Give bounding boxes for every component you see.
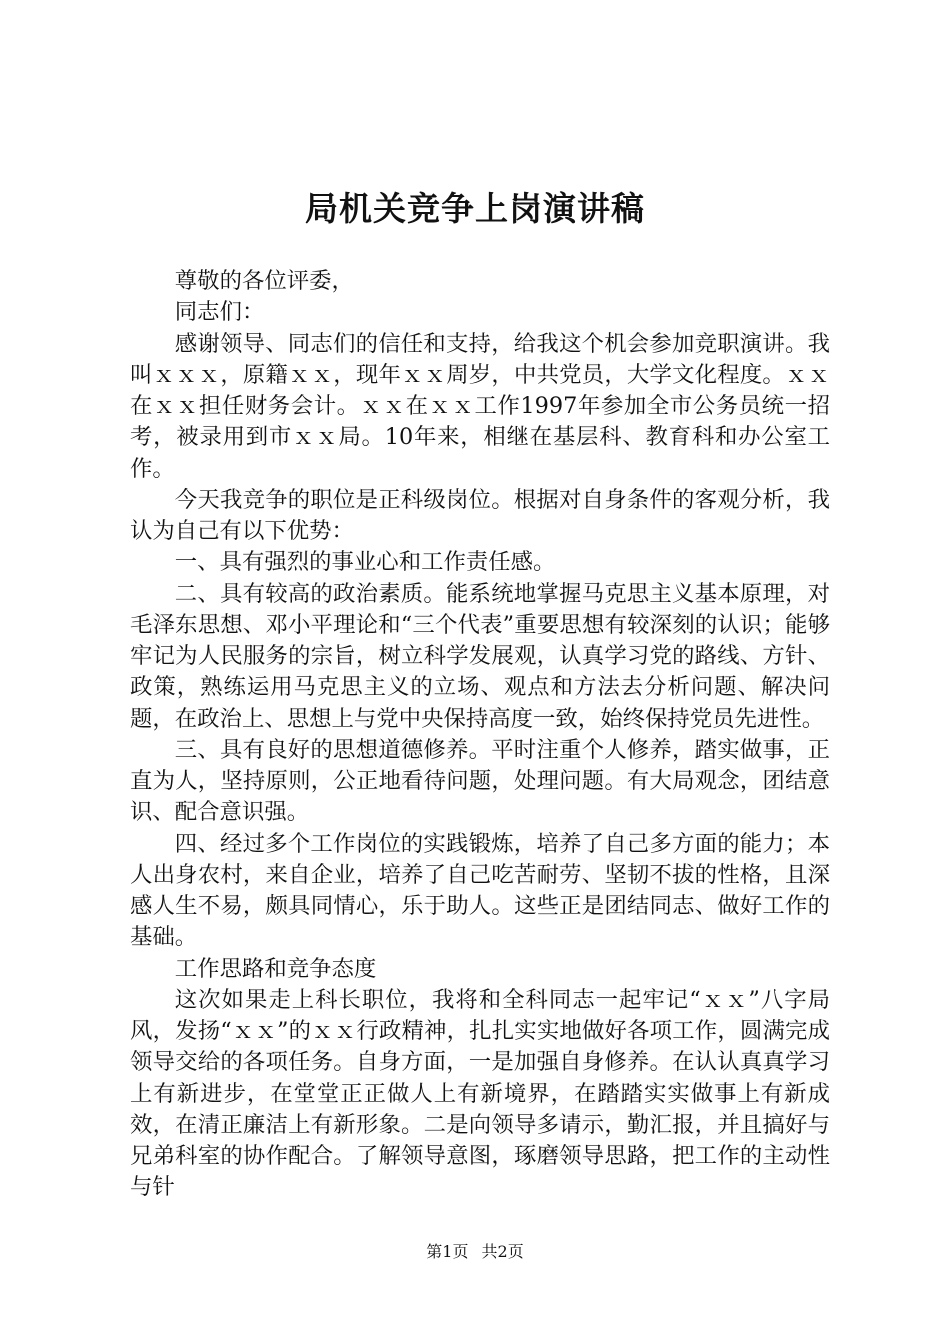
paragraph-position: 今天我竞争的职位是正科级岗位。根据对自身条件的客观分析，我认为自己有以下优势： <box>130 486 830 544</box>
paragraph-work-plan: 这次如果走上科长职位，我将和全科同志一起牢记“ｘｘ”八字局风，发扬“ｘｘ”的ｘｘ行政精神，扎扎实实地做好各项工作，圆满完成领导交给的各项任务。自身方面，一是加强自身修养。在认认真真学习上有新进步，在堂堂正正做人上有新境界，在踏踏实实做事上有新成效，在清正廉洁上有新形象。二是向领导多请示，勤汇报，并且搞好与兄弟科室的协作配合。了解领导意图，琢磨领导思路，把工作的主动性与针 <box>130 986 830 1201</box>
page-footer <box>0 1241 950 1263</box>
page-total: 共2页 <box>481 1242 524 1261</box>
document-body <box>130 266 830 1204</box>
salutation-judges: 尊敬的各位评委， <box>174 268 354 294</box>
document-title: 局机关竞争上岗演讲稿 <box>305 189 645 228</box>
page-number: 第1页 <box>426 1242 469 1261</box>
salutation-comrades: 同志们： <box>174 299 265 326</box>
paragraph-advantage-2: 二、具有较高的政治素质。能系统地掌握马克思主义基本原理，对毛泽东思想、邓小平理论和“三个代表”重要思想有较深刻的认识；能够牢记为人民服务的宗旨，树立科学发展观，认真学习党的路线、方针、政策，熟练运用马克思主义的立场、观点和方法去分析问题、解决问题，在政治上、思想上与党中央保持高度一致，始终保持党员先进性。 <box>130 580 830 732</box>
paragraph-advantage-1: 一、具有强烈的事业心和工作责任感。 <box>174 549 556 576</box>
section-heading-work-plan: 工作思路和竞争态度 <box>174 955 377 982</box>
paragraph-advantage-4: 四、经过多个工作岗位的实践锻炼，培养了自己多方面的能力；本人出身农村，来自企业，培养了自己吃苦耐劳、坚韧不拔的性格，且深感人生不易，颇具同情心，乐于助人。这些正是团结同志、做好工作的基础。 <box>130 830 830 951</box>
paragraph-advantage-3: 三、具有良好的思想道德修养。平时注重个人修养，踏实做事，正直为人，坚持原则，公正地看待问题，处理问题。有大局观念，团结意识、配合意识强。 <box>130 736 830 826</box>
paragraph-introduction: 感谢领导、同志们的信任和支持，给我这个机会参加竞职演讲。我叫ｘｘｘ，原籍ｘｘ，现年ｘｘ周岁，中共党员，大学文化程度。ｘｘ在ｘｘ担任财务会计。ｘｘ在ｘｘ工作1997年参加全市公务员统一招考，被录用到市ｘｘ局。10年来，相继在基层科、教育科和办公室工作。 <box>130 330 830 482</box>
